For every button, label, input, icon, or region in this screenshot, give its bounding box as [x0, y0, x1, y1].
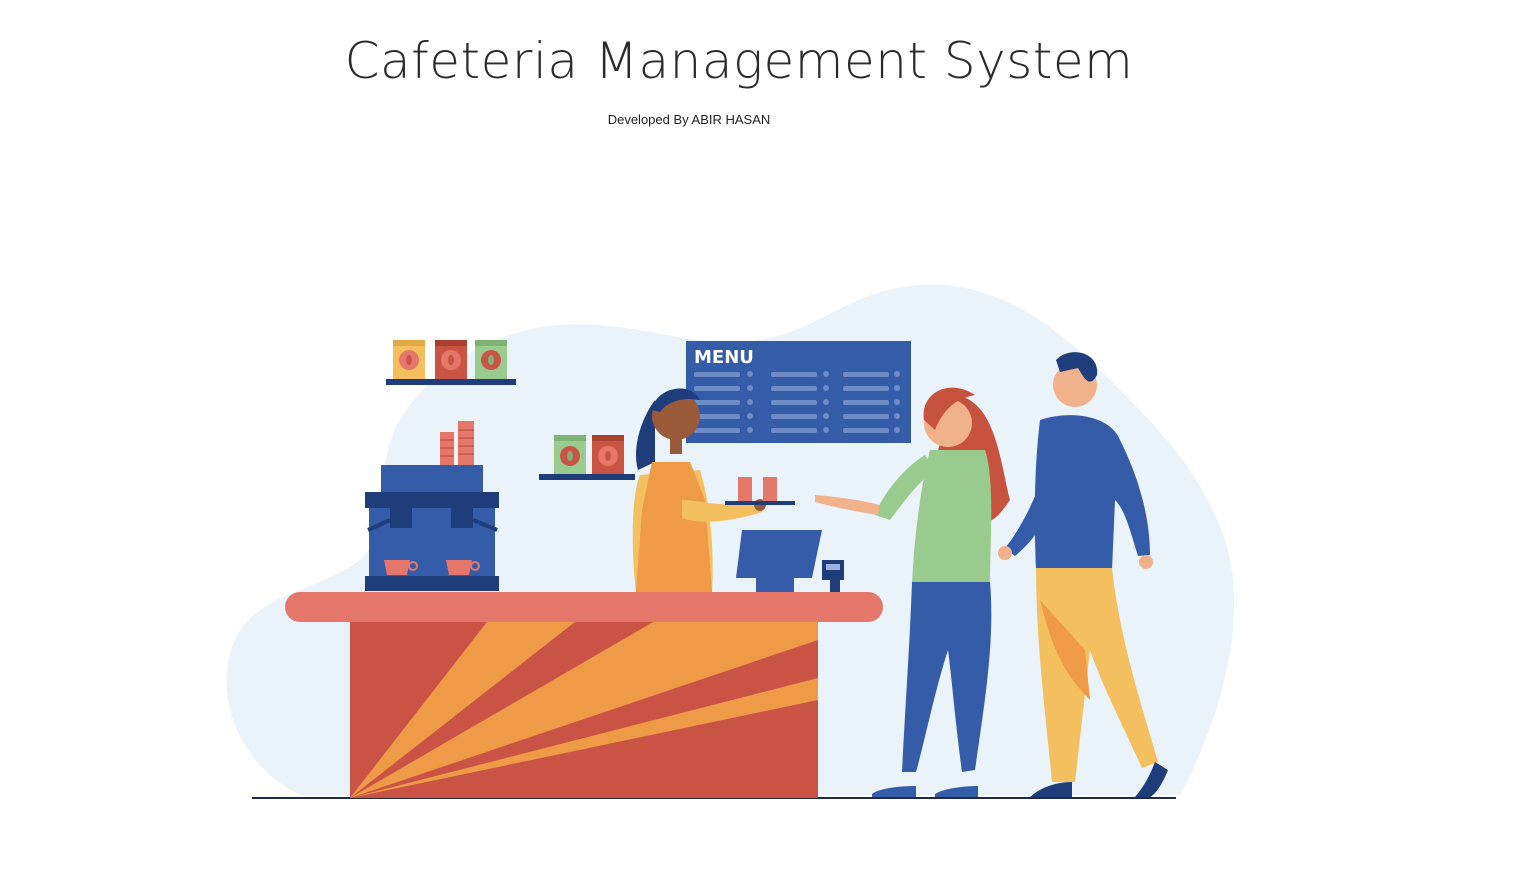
- page-title: Cafeteria Management System: [344, 32, 1134, 90]
- menu-board-label: MENU: [694, 347, 754, 368]
- menu-board: [686, 341, 911, 443]
- top-shelf: [386, 340, 516, 385]
- developer-credit: Developed By ABIR HASAN: [607, 112, 771, 127]
